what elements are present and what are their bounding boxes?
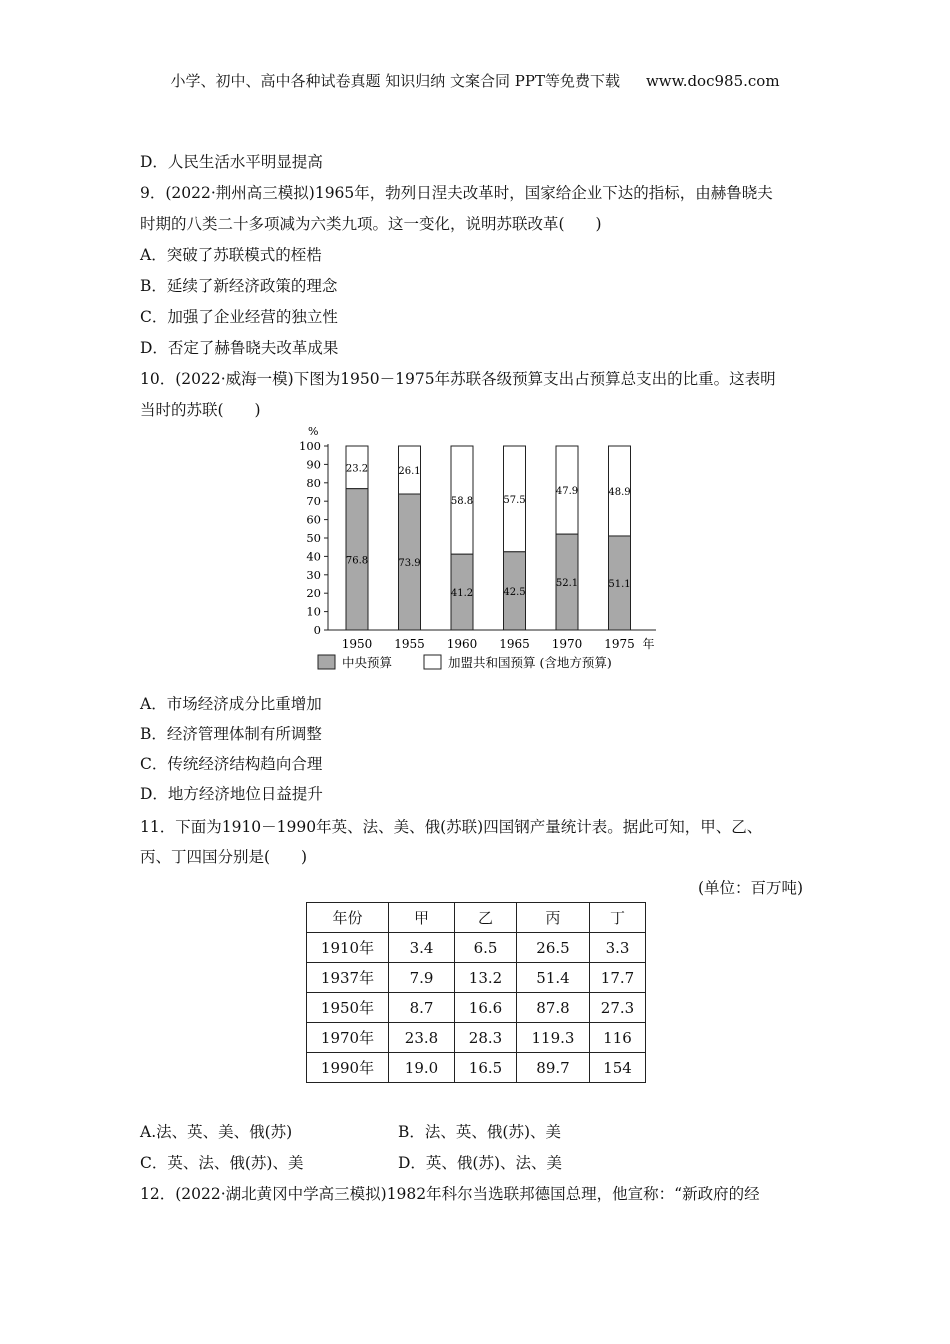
header-site: www.doc985.com <box>645 72 780 90</box>
table-row <box>307 1053 646 1083</box>
table-cell: 1910年 <box>307 933 389 963</box>
y-tick-label: 40 <box>306 549 321 564</box>
q11-option-a: A.法、英、美、俄(苏) <box>140 1123 293 1141</box>
table-cell: 27.3 <box>590 993 646 1023</box>
q10-option-d: D．地方经济地位日益提升 <box>140 785 323 803</box>
q10-stem-line2: 当时的苏联( ) <box>140 401 261 419</box>
header-cell: 年份 <box>307 903 389 933</box>
q9-option-b: B．延续了新经济政策的理念 <box>140 277 338 295</box>
header-cell: 甲 <box>389 903 455 933</box>
x-tick-label: 1975 <box>604 637 635 651</box>
q9-stem-line2: 时期的八类二十多项减为六类九项。这一变化，说明苏联改革( ) <box>140 215 602 233</box>
table-cell: 3.4 <box>389 933 455 963</box>
table-cell: 26.5 <box>517 933 590 963</box>
table-header-row <box>307 903 646 933</box>
table-cell: 16.6 <box>455 993 517 1023</box>
table-cell: 8.7 <box>389 993 455 1023</box>
legend-label-local: 加盟共和国预算 (含地方预算) <box>448 655 612 670</box>
q9-option-a: A．突破了苏联模式的桎梏 <box>140 246 322 264</box>
table-cell: 3.3 <box>590 933 646 963</box>
x-tick-label: 1965 <box>499 637 530 651</box>
x-tick-label: 1960 <box>446 637 478 651</box>
y-tick-label: 10 <box>306 604 321 619</box>
header-text: 小学、初中、高中各种试卷真题 知识归纳 文案合同 PPT等免费下载 <box>170 72 620 90</box>
table-cell: 87.8 <box>517 993 590 1023</box>
table-cell: 17.7 <box>590 963 646 993</box>
data-label-local: 23.2 <box>345 463 369 475</box>
table-cell: 23.8 <box>389 1023 455 1053</box>
q11-option-b: B．法、英、俄(苏)、美 <box>398 1123 561 1141</box>
q10-option-c: C．传统经济结构趋向合理 <box>140 755 323 773</box>
y-tick-label: 70 <box>306 494 321 509</box>
q10-option-a: A．市场经济成分比重增加 <box>140 695 322 713</box>
table-cell: 51.4 <box>517 963 590 993</box>
x-axis-label: 年 <box>642 637 655 651</box>
q8-option-d: D．人民生活水平明显提高 <box>140 153 323 171</box>
table-cell: 154 <box>590 1053 646 1083</box>
table-cell: 1950年 <box>307 993 389 1023</box>
y-tick-label: 50 <box>306 531 321 545</box>
q12-stem-line1: 12．(2022·湖北黄冈中学高三模拟)1982年科尔当选联邦德国总理，他宣称：“新政府的经 <box>140 1185 760 1203</box>
q10-stem-line1: 10．(2022·威海一模)下图为1950－1975年苏联各级预算支出占预算总支出的比重。这表明 <box>140 370 776 388</box>
legend-label-central: 中央预算 <box>342 655 393 670</box>
q11-option-d: D．英、俄(苏)、法、美 <box>398 1154 563 1172</box>
table-cell: 13.2 <box>455 963 517 993</box>
table-cell: 1990年 <box>307 1053 389 1083</box>
table-cell: 1970年 <box>307 1023 389 1053</box>
q11-option-c: C．英、法、俄(苏)、美 <box>140 1154 304 1172</box>
data-label-local: 48.9 <box>608 486 631 498</box>
y-tick-label: 20 <box>306 586 321 601</box>
x-tick-label: 1950 <box>341 637 373 651</box>
data-label-local: 26.1 <box>398 466 421 478</box>
data-label-local: 57.5 <box>503 494 526 506</box>
budget-chart <box>290 422 670 684</box>
q11-stem-line1: 11．下面为1910－1990年英、法、美、俄(苏联)四国钢产量统计表。据此可知，甲、乙、 <box>140 818 763 836</box>
data-label-central: 42.5 <box>503 586 526 598</box>
table-row <box>307 933 646 963</box>
table-cell: 6.5 <box>455 933 517 963</box>
y-tick-label: 100 <box>299 439 321 453</box>
header-cell: 乙 <box>455 903 517 933</box>
data-label-local: 47.9 <box>555 486 579 498</box>
y-tick-label: 90 <box>306 457 321 472</box>
table-cell: 7.9 <box>389 963 455 993</box>
table-cell: 116 <box>590 1023 646 1053</box>
q11-unit: (单位：百万吨) <box>698 879 804 897</box>
q9-stem-line1: 9．(2022·荆州高三模拟)1965年，勃列日涅夫改革时，国家给企业下达的指标，由赫鲁晓夫 <box>140 184 773 202</box>
table-row <box>307 963 646 993</box>
y-axis-label: % <box>308 425 319 438</box>
steel-table <box>306 902 646 1083</box>
table-cell: 16.5 <box>455 1053 517 1083</box>
table-row <box>307 1023 646 1053</box>
table-cell: 89.7 <box>517 1053 590 1083</box>
q10-option-b: B．经济管理体制有所调整 <box>140 725 322 743</box>
header-cell: 丁 <box>590 903 646 933</box>
y-tick-label: 30 <box>306 567 321 582</box>
data-label-central: 73.9 <box>398 558 421 570</box>
data-label-central: 41.2 <box>450 588 474 600</box>
x-tick-label: 1970 <box>551 637 583 651</box>
q11-stem-line2: 丙、丁四国分别是( ) <box>140 848 308 866</box>
q9-option-c: C．加强了企业经营的独立性 <box>140 308 338 326</box>
data-label-central: 51.1 <box>608 578 631 590</box>
y-tick-label: 60 <box>306 512 321 527</box>
data-label-local: 58.8 <box>450 496 474 508</box>
q9-option-d: D．否定了赫鲁晓夫改革成果 <box>140 339 339 357</box>
data-label-central: 52.1 <box>555 578 579 590</box>
y-tick-label: 0 <box>313 623 321 637</box>
table-cell: 1937年 <box>307 963 389 993</box>
y-tick-label: 80 <box>306 475 321 490</box>
table-cell: 119.3 <box>517 1023 590 1053</box>
header-cell: 丙 <box>517 903 590 933</box>
x-tick-label: 1955 <box>394 637 425 651</box>
legend-swatch-local <box>424 655 441 669</box>
table-row <box>307 993 646 1023</box>
page-header <box>0 70 950 91</box>
data-label-central: 76.8 <box>345 555 369 567</box>
legend-swatch-central <box>318 655 335 669</box>
table-cell: 19.0 <box>389 1053 455 1083</box>
table-cell: 28.3 <box>455 1023 517 1053</box>
